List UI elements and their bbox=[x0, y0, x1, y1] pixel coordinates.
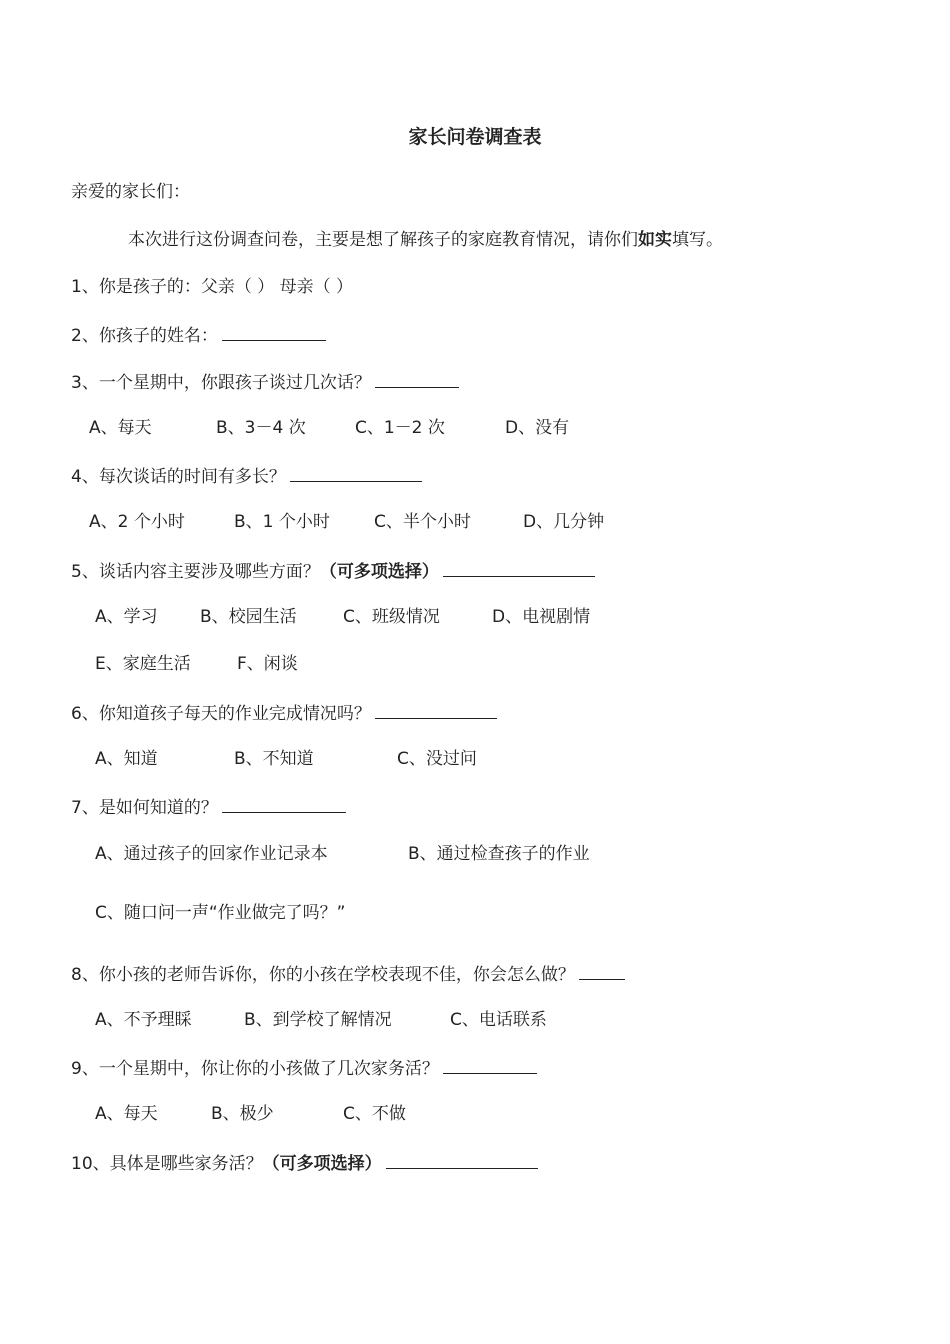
question-6 bbox=[71, 700, 497, 724]
question-10-text: 10、具体是哪些家务活？ bbox=[71, 1154, 263, 1174]
question-7-text: 7、是如何知道的？ bbox=[71, 798, 218, 818]
option[interactable]: E、家庭生活 bbox=[95, 654, 191, 674]
option[interactable]: D、几分钟 bbox=[523, 512, 605, 532]
intro-paragraph bbox=[128, 228, 723, 252]
option[interactable]: C、班级情况 bbox=[343, 607, 440, 627]
intro-text-after: 填写。 bbox=[672, 230, 723, 250]
option[interactable]: D、电视剧情 bbox=[492, 607, 591, 627]
answer-blank[interactable] bbox=[443, 558, 595, 577]
intro-text-bold: 如实 bbox=[638, 230, 672, 250]
question-10 bbox=[71, 1150, 538, 1174]
answer-blank[interactable] bbox=[386, 1150, 538, 1169]
question-4-text: 4、每次谈话的时间有多长？ bbox=[71, 467, 286, 487]
greeting: 亲爱的家长们： bbox=[71, 182, 190, 202]
option[interactable]: A、通过孩子的回家作业记录本 bbox=[95, 844, 328, 864]
question-8 bbox=[71, 961, 625, 985]
option[interactable]: A、学习 bbox=[95, 607, 158, 627]
answer-blank[interactable] bbox=[443, 1055, 537, 1074]
option[interactable]: B、到学校了解情况 bbox=[244, 1010, 392, 1030]
question-1: 1、你是孩子的：父亲（ ） 母亲（ ） bbox=[71, 277, 354, 297]
option[interactable]: B、通过检查孩子的作业 bbox=[408, 844, 590, 864]
question-9-text: 9、一个星期中，你让你的小孩做了几次家务活？ bbox=[71, 1059, 439, 1079]
question-5-text: 5、谈话内容主要涉及哪些方面？ bbox=[71, 562, 320, 582]
intro-text-before: 本次进行这份调查问卷，主要是想了解孩子的家庭教育情况，请你们 bbox=[128, 230, 638, 250]
answer-blank[interactable] bbox=[579, 961, 625, 980]
answer-blank[interactable] bbox=[375, 700, 497, 719]
question-6-text: 6、你知道孩子每天的作业完成情况吗？ bbox=[71, 704, 371, 724]
question-7 bbox=[71, 794, 346, 818]
answer-blank[interactable] bbox=[375, 369, 459, 388]
question-2-text: 2、你孩子的姓名： bbox=[71, 326, 218, 346]
option[interactable]: A、2 个小时 bbox=[89, 512, 185, 532]
page-title: 家长问卷调查表 bbox=[408, 126, 542, 148]
option[interactable]: D、没有 bbox=[505, 418, 570, 438]
question-2 bbox=[71, 322, 326, 346]
question-5 bbox=[71, 558, 595, 582]
option[interactable]: B、校园生活 bbox=[200, 607, 297, 627]
option[interactable]: C、1－2 次 bbox=[355, 418, 445, 438]
question-3-text: 3、一个星期中，你跟孩子谈过几次话？ bbox=[71, 373, 371, 393]
option[interactable]: A、每天 bbox=[95, 1104, 158, 1124]
option[interactable]: B、3－4 次 bbox=[216, 418, 306, 438]
option[interactable]: C、没过问 bbox=[397, 749, 477, 769]
question-3 bbox=[71, 369, 459, 393]
option[interactable]: C、电话联系 bbox=[450, 1010, 547, 1030]
option[interactable]: B、不知道 bbox=[234, 749, 314, 769]
option[interactable]: A、知道 bbox=[95, 749, 158, 769]
question-8-text: 8、你小孩的老师告诉你，你的小孩在学校表现不佳，你会怎么做？ bbox=[71, 965, 575, 985]
option[interactable]: A、每天 bbox=[89, 418, 152, 438]
answer-blank[interactable] bbox=[222, 794, 346, 813]
question-5-note: （可多项选择） bbox=[319, 562, 439, 582]
option[interactable]: A、不予理睬 bbox=[95, 1010, 192, 1030]
option[interactable]: C、半个小时 bbox=[374, 512, 471, 532]
option[interactable]: C、随口问一声“作业做完了吗？” bbox=[95, 903, 346, 923]
option[interactable]: B、极少 bbox=[211, 1104, 274, 1124]
option[interactable]: B、1 个小时 bbox=[234, 512, 330, 532]
option[interactable]: F、闲谈 bbox=[237, 654, 298, 674]
question-4 bbox=[71, 463, 422, 487]
question-10-note: （可多项选择） bbox=[262, 1154, 382, 1174]
question-9 bbox=[71, 1055, 537, 1079]
answer-blank[interactable] bbox=[290, 463, 422, 482]
option[interactable]: C、不做 bbox=[343, 1104, 406, 1124]
answer-blank[interactable] bbox=[222, 322, 326, 341]
